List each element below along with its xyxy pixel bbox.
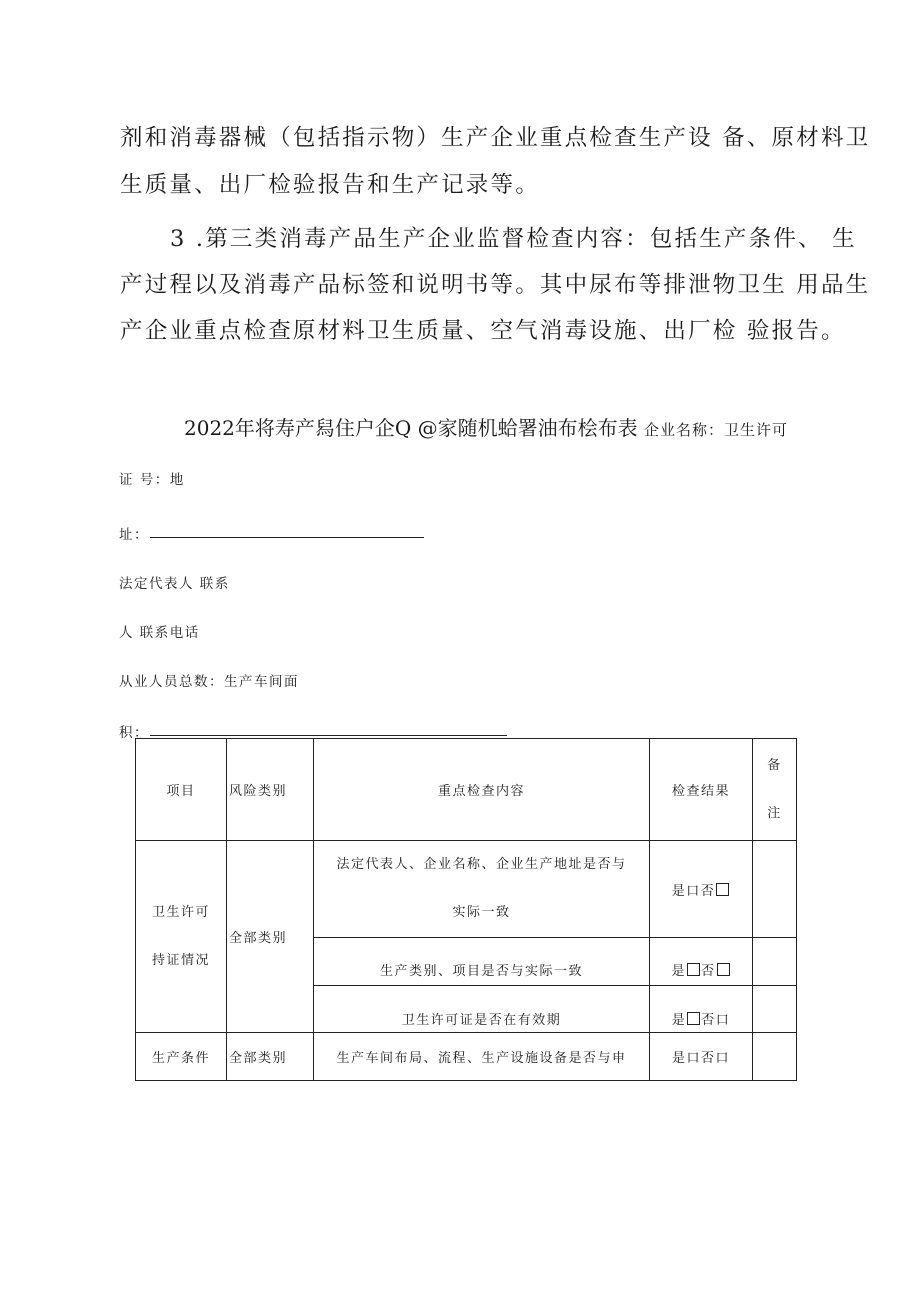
address-field: 址： <box>119 527 149 543</box>
header-note <box>753 739 797 841</box>
content-license-2: 生产类别、项目是否与实际一致 <box>314 938 650 986</box>
area-field: 积： <box>119 725 149 741</box>
content-production: 生产车间布局、流程、生产设施设备是否与申 <box>314 1033 650 1081</box>
result-no: 否口 <box>701 1013 731 1028</box>
table-header-row <box>136 739 797 841</box>
result-license-2 <box>650 938 753 986</box>
note-cell <box>753 841 797 938</box>
header-result: 检查结果 <box>650 739 753 841</box>
note-cell <box>753 1033 797 1081</box>
result-no: 否 <box>701 964 716 979</box>
item-production: 生产条件 <box>136 1033 227 1081</box>
header-content: 重点检查内容 <box>314 739 650 841</box>
note-cell <box>753 938 797 986</box>
result-license-1 <box>650 841 753 938</box>
header-item: 项目 <box>136 739 227 841</box>
header-risk: 风险类别 <box>227 739 314 841</box>
paragraph-line-5: 产企业重点检查原材料卫生质量、空气消毒设施、出厂检 验报告。 <box>120 318 846 344</box>
risk-production: 全部类别 <box>227 1033 314 1081</box>
content-license-3: 卫生许可证是否在有效期 <box>314 986 650 1033</box>
paragraph-line-3: 3 .第三类消毒产品生产企业监督检查内容：包括生产条件、 生 <box>170 226 857 252</box>
result-production: 是口否口 <box>650 1033 753 1081</box>
contact-field: 人 联系电话 <box>119 625 200 641</box>
content-license-1 <box>314 841 650 938</box>
table-row <box>136 841 797 938</box>
item-license <box>136 841 227 1033</box>
area-underline <box>150 735 507 736</box>
content-license-1-line2: 实际一致 <box>452 905 511 920</box>
result-yes: 是口 <box>671 883 701 899</box>
header-note-line1: 备 <box>767 757 782 773</box>
result-license-3 <box>650 986 753 1033</box>
checkbox[interactable] <box>716 883 729 896</box>
item-license-line2: 持证情况 <box>151 952 210 968</box>
item-license-line1: 卫生许可 <box>151 904 210 920</box>
form-title-suffix: 企业名称：卫生许可 <box>644 421 789 439</box>
paragraph-line-4: 产过程以及消毒产品标签和说明书等。其中尿布等排泄物卫生 用品生 <box>120 272 871 298</box>
staff-field: 从业人员总数：生产车间面 <box>119 674 299 690</box>
checkbox[interactable] <box>687 963 700 976</box>
address-underline <box>150 537 424 538</box>
form-title <box>184 412 788 441</box>
legal-rep-field: 法定代表人 联系 <box>119 576 230 592</box>
note-cell <box>753 986 797 1033</box>
checkbox[interactable] <box>717 963 730 976</box>
form-title-main: 2022年将寿产舄住户企Q @家随机蛤署油布桧布表 <box>184 416 638 440</box>
table-row <box>136 1033 797 1081</box>
paragraph-line-1: 剂和消毒器械（包括指示物）生产企业重点检查生产设 备、原材料卫 <box>120 125 871 151</box>
result-yes: 是 <box>671 964 686 979</box>
license-no-field: 证 号：地 <box>119 472 185 488</box>
checkbox[interactable] <box>687 1012 700 1025</box>
result-no: 否 <box>700 883 716 899</box>
risk-license: 全部类别 <box>227 841 314 1033</box>
header-note-line2: 注 <box>767 805 782 821</box>
result-yes: 是 <box>671 1013 687 1028</box>
inspection-table <box>135 738 797 1081</box>
paragraph-line-2: 生质量、出厂检验报告和生产记录等。 <box>120 172 540 198</box>
content-license-1-line1: 法定代表人、企业名称、企业生产地址是否与 <box>336 857 627 872</box>
